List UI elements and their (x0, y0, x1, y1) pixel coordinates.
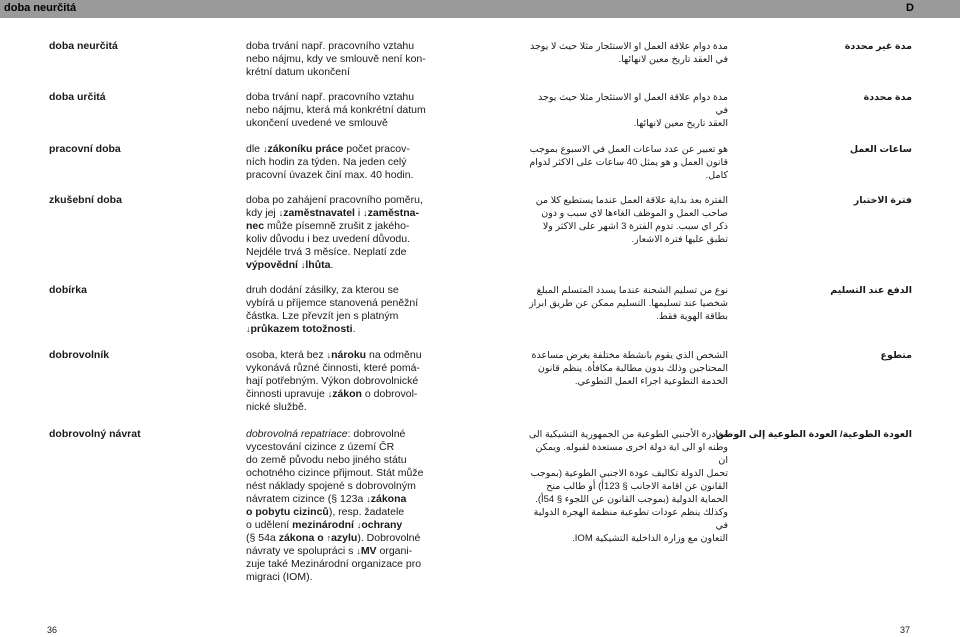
cz-line: druh dodání zásilky, za kterou se (246, 284, 399, 296)
cz-line (246, 220, 444, 233)
cz-text: ), resp. žadatele (328, 506, 405, 518)
cross-reference-arrow-icon: ↑ (326, 533, 332, 543)
entry-arabic-definition (528, 349, 728, 388)
cross-reference-term[interactable]: azylu (331, 532, 358, 544)
ar-line: وكذلك ينظم عودات تطوعية منظمة الهجرة الدولية في (533, 507, 728, 531)
cz-text: kdy jej (246, 207, 279, 219)
cz-line: migraci (IOM). (246, 571, 313, 583)
cross-reference-arrow-icon: ↓ (278, 208, 284, 218)
ar-line: ذكر اي سبب. تدوم الفترة 3 اشهر على الاكثر ولا (542, 221, 728, 232)
ar-line: المحتاجين وذلك بدون مطالبة مكافأة. ينظم قانون (537, 363, 728, 374)
entry-term: doba určitá (49, 91, 106, 103)
entry-czech-definition (246, 143, 444, 182)
cz-text: návratem cizince (§ 123a (246, 493, 367, 505)
ar-line: مدة دوام علاقة العمل او الاستئجار مثلا حيث لا يوجد (529, 41, 728, 52)
entry-arabic-term: الدفع عند التسليم (830, 285, 912, 296)
ar-line: الحماية الدولية (بموجب القانون عن اللجوء § 54أ). (535, 494, 728, 505)
cz-text: dle (246, 143, 263, 155)
ar-line: تطبق عليها فترة الاشعار. (631, 234, 728, 245)
cz-line: nebo nájmu, která má konkrétní datum (246, 104, 426, 116)
cross-reference-term[interactable]: mezinárodní (292, 519, 357, 531)
cz-line (246, 519, 444, 532)
ar-line: صاحب العمل و الموظف الغاءها لاي سبب و دون (541, 208, 728, 219)
cross-reference-arrow-icon: ↓ (366, 494, 371, 504)
cross-reference-arrow-icon: ↓ (262, 144, 268, 154)
ar-line: الفترة بعد بداية علاقة العمل عندما يستطيع كلا من (535, 195, 728, 206)
cz-line: doba po zahájení pracovního poměru, (246, 194, 423, 206)
cz-line (246, 349, 444, 362)
ar-line: هو تعبير عن عدد ساعات العمل في الاسبوع بموجب (529, 144, 728, 155)
cz-text: : dobrovolné (347, 428, 406, 440)
cz-line: hají potřebným. Výkon dobrovolnické (246, 375, 419, 387)
entry-arabic-term: ساعات العمل (849, 144, 912, 155)
ar-line: وطنه او الى اية دولة اخرى مستعدة لقبوله. ويمكن ان (535, 442, 728, 466)
entry-czech-definition (246, 428, 444, 584)
entry-term: pracovní doba (49, 143, 121, 155)
entry-arabic-definition (528, 428, 728, 545)
cross-reference-arrow-icon: ↓ (356, 546, 361, 556)
cross-reference-term[interactable]: zákoníku práce (267, 143, 344, 155)
cz-line: vykonává různé činnosti, které pomá- (246, 362, 420, 374)
cz-line: nické službě. (246, 401, 307, 413)
entry-czech-definition (246, 194, 444, 272)
ar-line: في العقد تاريخ معين لانهائها. (618, 54, 728, 65)
cz-text: na odměnu (366, 349, 422, 361)
cz-text: o dobrovol- (361, 388, 418, 400)
ar-line: العقد تاريخ معين لانهائها. (633, 118, 728, 129)
cz-text: . (330, 259, 334, 271)
cross-reference-arrow-icon: ↓ (356, 520, 362, 530)
ar-line: مدة دوام علاقة العمل او الاستئجار مثلا حيث يوجد في (538, 92, 728, 116)
cz-line: doba trvání např. pracovního vztahu (246, 91, 415, 103)
cz-text: ). Dobrovolné (357, 532, 421, 544)
cz-line (246, 493, 444, 506)
cz-line: krétní datum ukončení (246, 66, 350, 78)
cz-line: nést náklady spojené s dobrovolným (246, 480, 416, 492)
cz-text: návraty ve spolupráci s (246, 545, 357, 557)
cross-reference-arrow-icon: ↓ (326, 350, 332, 360)
cz-line (246, 428, 444, 441)
cz-text: o udělení (246, 519, 293, 531)
cross-reference-term[interactable]: zákona (370, 493, 407, 505)
cross-reference-term[interactable]: nec (246, 220, 265, 232)
header-letter: D (906, 2, 914, 14)
cross-reference-arrow-icon: ↓ (363, 208, 368, 218)
cz-italic-synonym: dobrovolná repatriace (246, 428, 348, 440)
cz-line: Nejdéle trvá 3 měsíce. Neplatí zde (246, 246, 407, 258)
entry-arabic-definition (528, 91, 728, 130)
ar-line: التعاون مع وزارة الداخلية التشيكية IOM. (572, 533, 728, 544)
cross-reference-term[interactable]: MV (360, 545, 377, 557)
page-number-right: 37 (899, 625, 910, 635)
ar-line: شخصيا عند تسليمها. التسليم ممكن عن طريق ابراز (529, 298, 728, 309)
cz-line (246, 388, 444, 401)
cz-line (246, 207, 444, 220)
ar-line: الشخص الذي يقوم بانشطة مختلفة بغرض مساعدة (531, 350, 728, 361)
header-term: doba neurčitá (4, 2, 77, 14)
cz-line: vycestování cizince z území ČR (246, 441, 395, 453)
cz-line: doba trvání např. pracovního vztahu (246, 40, 415, 52)
cross-reference-term[interactable]: lhůta (305, 259, 331, 271)
cz-line (246, 143, 444, 156)
ar-line: كامل. (705, 170, 728, 181)
entry-arabic-definition (528, 40, 728, 66)
entry-arabic-term: متطوع (880, 350, 912, 361)
cross-reference-term[interactable]: ochrany (361, 519, 403, 531)
entry-arabic-term: مدة محددة (863, 92, 912, 103)
cz-text: činnosti upravuje (246, 388, 328, 400)
cz-line: pracovní úvazek činí max. 40 hodin. (246, 169, 414, 181)
entry-arabic-definition (528, 143, 728, 182)
cz-text: . (352, 323, 356, 335)
entry-arabic-definition (528, 284, 728, 323)
running-header (0, 0, 960, 18)
cz-line (246, 545, 444, 558)
cross-reference-arrow-icon: ↓ (327, 389, 333, 399)
cross-reference-arrow-icon: ↓ (246, 324, 251, 334)
cz-line: ních hodin za týden. Na jeden celý (246, 156, 407, 168)
cz-text: může písemně zrušit z jakého- (264, 220, 410, 232)
cz-text: osoba, která bez (246, 349, 327, 361)
ar-line: الخدمة التطوعية اجراء العمل التطوعي. (574, 376, 728, 387)
entry-czech-definition (246, 284, 444, 336)
entry-term: dobrovolný návrat (49, 428, 141, 440)
cross-reference-term[interactable]: nároku (331, 349, 367, 361)
entry-arabic-term: العودة الطوعية/ العودة الطوعية إلى الوطن (715, 429, 912, 440)
ar-line: بطاقة الهوية فقط. (656, 311, 728, 322)
cz-line: nebo nájmu, kdy ve smlouvě není kon- (246, 53, 426, 65)
cross-reference-term[interactable]: výpovědní (246, 259, 301, 271)
entry-term: zkušební doba (49, 194, 122, 206)
cz-line: ukončení uvedené ve smlouvě (246, 117, 388, 129)
entry-term: doba neurčitá (49, 40, 118, 52)
ar-line: القانون عن اقامة الاجانب § 123أ) أو طالب منح (546, 481, 728, 492)
entry-arabic-term: فترة الاختبار (853, 195, 912, 206)
entry-czech-definition (246, 40, 444, 79)
ar-line: نوع من تسليم الشحنة عندما يسدد المتسلم المبلغ (536, 285, 728, 296)
ar-line: تحمل الدولة تكاليف عودة الاجنبي الطوعية (بموجب (530, 468, 728, 479)
entry-czech-definition (246, 91, 444, 130)
entry-czech-definition (246, 349, 444, 414)
entry-term: dobírka (49, 284, 87, 296)
entry-arabic-definition (528, 194, 728, 246)
ar-line: قانون العمل و هو يمثل 40 ساعات على الاكثر لدوام (529, 157, 728, 168)
cz-line: ochotného cizince přijmout. Stát může (246, 467, 424, 479)
cz-line: vybírá u příjemce stanovená peněžní (246, 297, 419, 309)
cz-line (246, 323, 444, 336)
cz-text: (§ 54a (246, 532, 279, 544)
cz-line: koliv důvodu i bez uvedení důvodu. (246, 233, 411, 245)
cz-text: i (354, 207, 364, 219)
entry-term: dobrovolník (49, 349, 110, 361)
cz-line: zuje také Mezinárodní organizace pro (246, 558, 422, 570)
cross-reference-term[interactable]: o pobytu cizinců (246, 506, 329, 518)
cz-line (246, 506, 444, 519)
cross-reference-term[interactable]: zákona o (278, 532, 327, 544)
cross-reference-term[interactable]: zaměstnavatel (283, 207, 355, 219)
cz-line (246, 532, 444, 545)
cross-reference-term[interactable]: průkazem totožnosti (250, 323, 353, 335)
ar-line: مغادرة الأجنبي الطوعية من الجمهورية التشيكية الى (528, 429, 728, 440)
entry-arabic-term: مدة غير محددة (844, 41, 912, 52)
cz-line: částka. Lze převzít jen s platným (246, 310, 399, 322)
cz-text: počet pracov- (343, 143, 410, 155)
cross-reference-arrow-icon: ↓ (300, 260, 306, 270)
cz-line (246, 259, 444, 272)
page-number-left: 36 (47, 625, 58, 635)
cz-text: organi- (376, 545, 413, 557)
cz-line: do země původu nebo jiného státu (246, 454, 407, 466)
cross-reference-term[interactable]: zaměstna- (367, 207, 420, 219)
cross-reference-term[interactable]: zákon (332, 388, 362, 400)
